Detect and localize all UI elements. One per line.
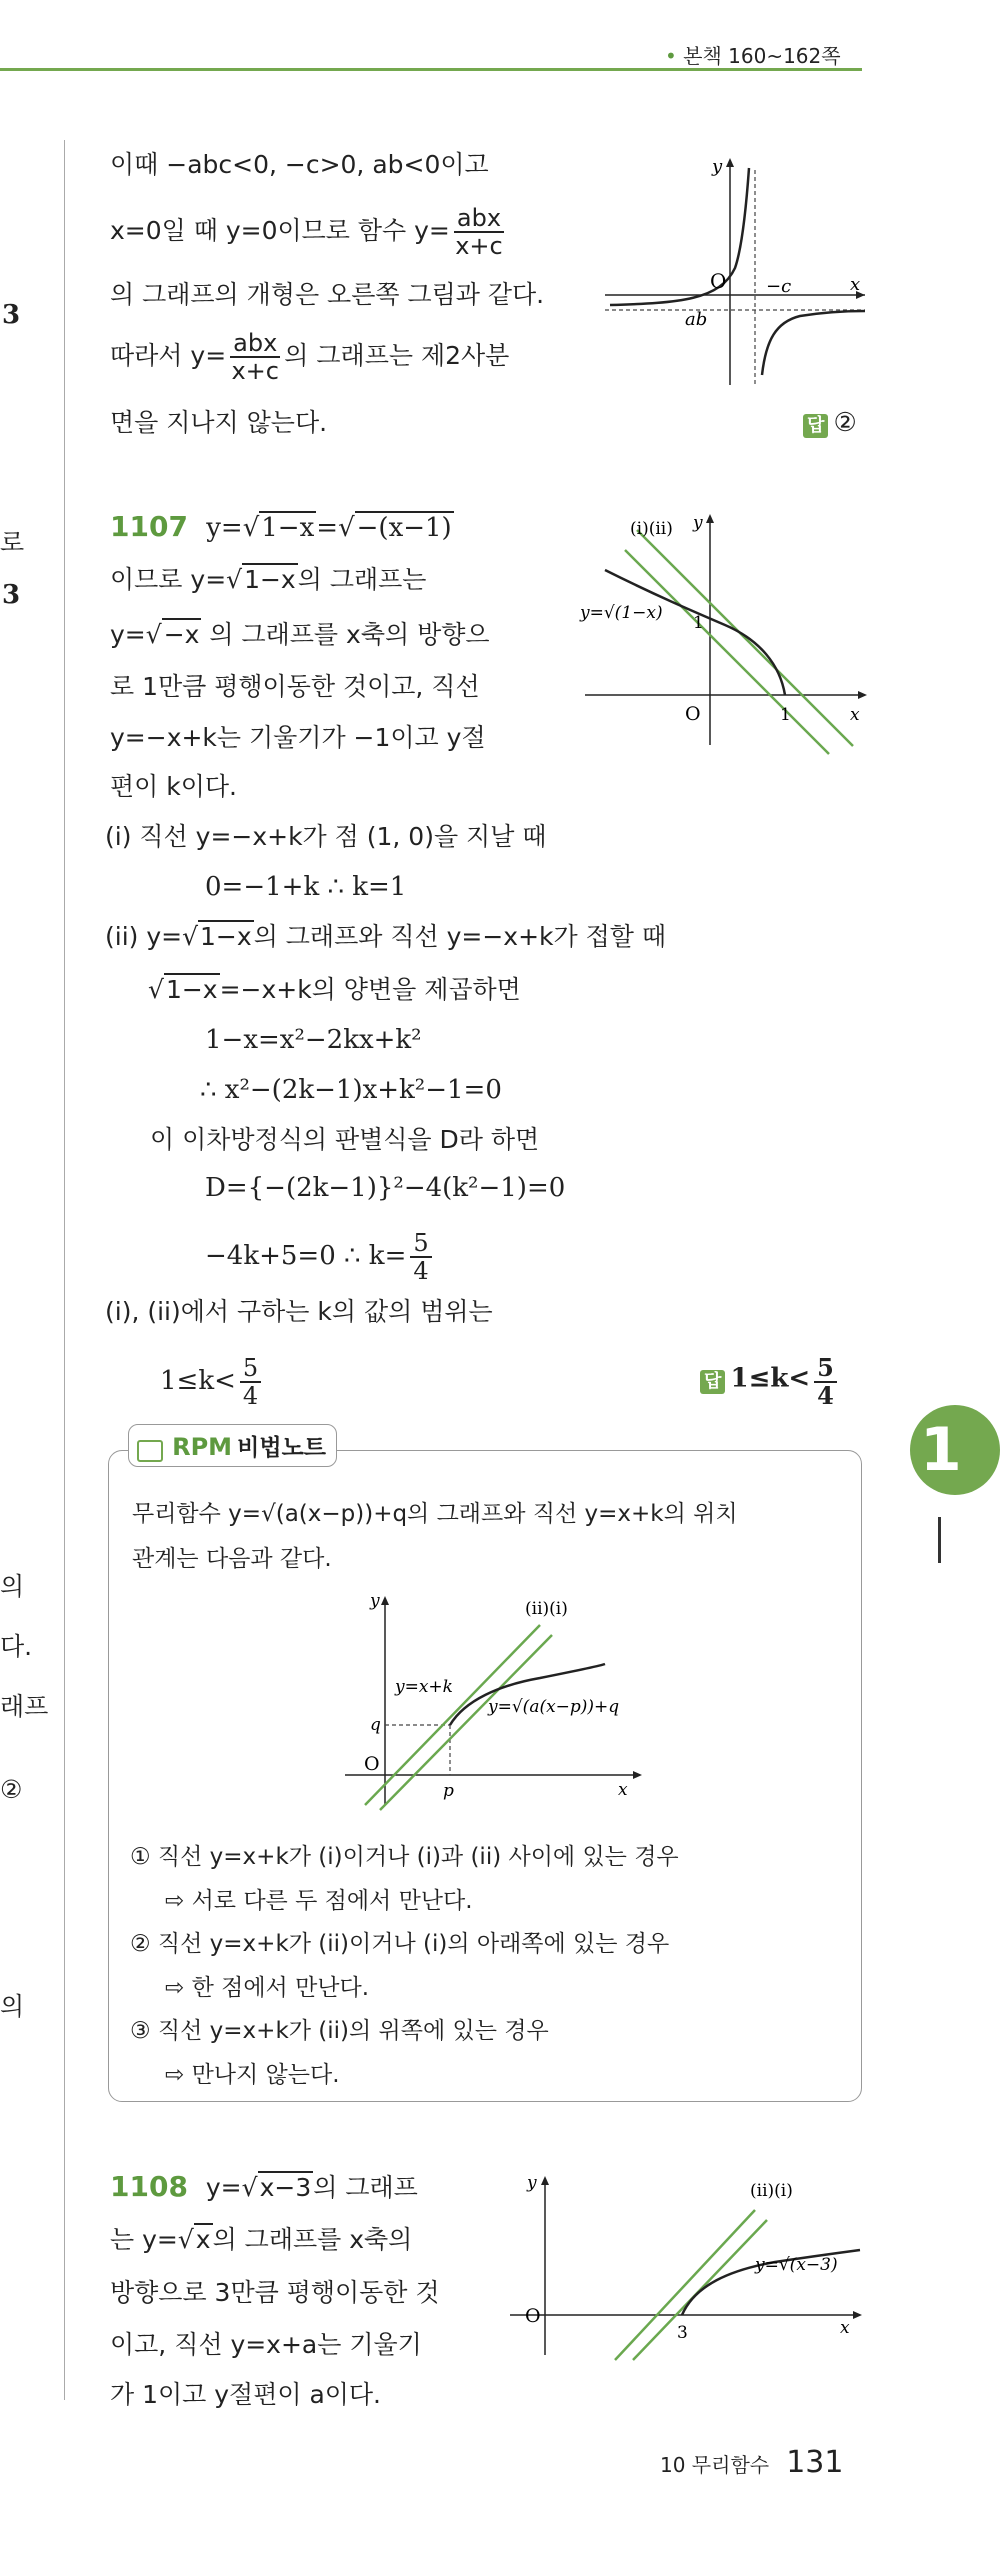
side-tab-mark [938, 1517, 941, 1563]
column-divider [64, 140, 65, 2400]
rpm-case-2-result: ⇨ 한 점에서 만난다. [165, 1975, 370, 2001]
line-label: y=x+k [395, 1677, 453, 1697]
fraction: $\frac{5}{4}$ [814, 1355, 837, 1409]
graph-1107 [575, 510, 875, 750]
axis-label-x: x [850, 274, 861, 295]
axis-label-x: x [850, 705, 860, 725]
curve-label: y=√(a(x−p))+q [488, 1697, 620, 1717]
left-fragment: 의 [0, 1992, 25, 2021]
range-heading: (i), (ii)에서 구하는 k의 값의 범위는 [105, 1297, 493, 1326]
case-ii-line-2: 1−x=x²−2kx+k² [205, 1025, 422, 1055]
cont-line-4: 따라서 y= $\frac{\text{abx}}{x+c}$ 의 그래프는 제2사분 [110, 329, 510, 385]
cont-line-1: 이때 −abc<0, −c>0, ab<0이고 [110, 150, 489, 179]
cont-line-5: 면을 지나지 않는다. [110, 408, 328, 437]
header-bullet: • [665, 44, 677, 68]
case-i-equation: 0=−1+k ∴ k=1 [205, 872, 407, 902]
problem-1108-line-4: 이고, 직선 y=x+a는 기울기 [110, 2330, 422, 2359]
case-ii-line-1: √1−x=−x+k의 양변을 제곱하면 [148, 975, 521, 1004]
problem-1107-line-5: y=−x+k는 기울기가 −1이고 y절 [110, 723, 486, 752]
header-ref [665, 40, 841, 69]
p-label: p [443, 1781, 454, 1801]
left-fragment: 로 [0, 528, 25, 557]
origin-label: O [364, 1753, 380, 1775]
axis-label-y: y [370, 1591, 380, 1611]
origin-label: O [525, 2305, 541, 2327]
label-ab: ab [685, 309, 708, 330]
fraction: $\frac{\text{abx}}{x+c}$ [231, 329, 279, 385]
fraction: $\frac{5}{4}$ [410, 1230, 431, 1284]
problem-1108-line-5: 가 1이고 y절편이 a이다. [110, 2380, 382, 2409]
problem-1108-line-1: 1108 y=√x−3의 그래프 [110, 2170, 418, 2203]
x-intercept-label: 3 [677, 2323, 688, 2343]
case-ii-heading: (ii) y=√1−x의 그래프와 직선 y=−x+k가 접할 때 [105, 922, 666, 951]
left-fragment: ② [0, 1775, 23, 1804]
axis-label-x: x [618, 1780, 628, 1800]
case-i-heading: (i) 직선 y=−x+k가 점 (1, 0)을 지날 때 [105, 822, 547, 851]
problem-1107-line-1: 1107 y=√1−x=√−(x−1) [110, 510, 452, 543]
curve-label: y=√(1−x) [580, 603, 663, 623]
side-tab-number: 1 [920, 1415, 962, 1485]
axis-label-y: y [693, 513, 703, 533]
case-ii-line-3: ∴ x²−(2k−1)x+k²−1=0 [200, 1075, 502, 1105]
rpm-case-1: ① 직선 y=x+k가 (i)이거나 (i)과 (ii) 사이에 있는 경우 [130, 1844, 679, 1870]
left-fragment: 다. [0, 1632, 33, 1661]
x-intercept-label: 1 [780, 705, 791, 725]
left-fragment: 의 [0, 1572, 25, 1601]
fraction: $\frac{\text{abx}}{x+c}$ [455, 204, 503, 260]
problem-1107-line-3: y=√−x 의 그래프를 x축의 방향으 [110, 620, 490, 649]
graph-1108 [505, 2170, 865, 2360]
case-ii-line-4: 이 이차방정식의 판별식을 D라 하면 [150, 1125, 540, 1154]
footer-chapter: 10 무리함수 [660, 2453, 770, 2477]
answer-tag: 답 [803, 414, 828, 438]
rpm-note-title: RPM 비법노트 [128, 1424, 337, 1467]
label-neg-c: −c [766, 276, 792, 297]
graph-hyperbola [600, 150, 870, 390]
origin-label: O [685, 703, 701, 725]
graph-rpm [340, 1590, 680, 1810]
rpm-case-1-result: ⇨ 서로 다른 두 점에서 만난다. [165, 1888, 473, 1914]
fraction: $\frac{5}{4}$ [240, 1355, 261, 1409]
case-ii-line-6: −4k+5=0 ∴ k= $\frac{5}{4}$ [205, 1230, 436, 1284]
left-fragment: 래프 [0, 1692, 49, 1721]
left-fragment: 3 [2, 300, 21, 330]
problem-1108-line-3: 방향으로 3만큼 평행이동한 것 [110, 2278, 440, 2307]
origin-label: O [710, 269, 727, 293]
problem-number: 1108 [110, 2170, 188, 2203]
answer-value: 1≤k< [730, 1363, 811, 1394]
range-result: 1≤k< $\frac{5}{4}$ [160, 1355, 265, 1409]
y-intercept-label: 1 [693, 613, 704, 633]
left-fragment: 3 [2, 580, 21, 610]
axis-label-y: y [712, 156, 723, 177]
curve-label: y=√(x−3) [755, 2255, 838, 2275]
answer [803, 408, 857, 438]
answer [700, 1355, 841, 1409]
graph-label-cases: (ii)(i) [525, 1599, 568, 1619]
rpm-intro-2: 관계는 다음과 같다. [132, 1546, 332, 1572]
answer-value: ② [833, 408, 857, 438]
footer [660, 2445, 843, 2480]
rpm-case-3-result: ⇨ 만나지 않는다. [165, 2062, 340, 2088]
rpm-case-3: ③ 직선 y=x+k가 (ii)의 위쪽에 있는 경우 [130, 2018, 549, 2044]
rpm-intro-1: 무리함수 y=√(a(x−p))+q의 그래프와 직선 y=x+k의 위치 [132, 1501, 738, 1527]
axis-label-y: y [527, 2173, 537, 2193]
answer-tag: 답 [700, 1370, 725, 1394]
problem-1107-line-2: 이므로 y=√1−x의 그래프는 [110, 565, 427, 594]
problem-1107-line-6: 편이 k이다. [110, 772, 237, 801]
header-ref-text: 본책 160~162쪽 [683, 44, 841, 68]
problem-1108-line-2: 는 y=√x의 그래프를 x축의 [110, 2225, 413, 2254]
rpm-case-2: ② 직선 y=x+k가 (ii)이거나 (i)의 아래쪽에 있는 경우 [130, 1931, 670, 1957]
cont-line-3: 의 그래프의 개형은 오른쪽 그림과 같다. [110, 280, 545, 309]
q-label: q [370, 1715, 381, 1735]
case-ii-line-5: D={−(2k−1)}²−4(k²−1)=0 [205, 1173, 566, 1203]
graph-label-cases: (ii)(i) [750, 2181, 793, 2201]
problem-number: 1107 [110, 510, 188, 543]
cont-line-2: x=0일 때 y=0이므로 함수 y= $\frac{\text{abx}}{x+c}$ [110, 204, 503, 260]
graph-label-cases: (i)(ii) [630, 519, 673, 539]
page-number: 131 [786, 2445, 844, 2480]
axis-label-x: x [840, 2318, 850, 2338]
problem-1107-line-4: 로 1만큼 평행이동한 것이고, 직선 [110, 672, 480, 701]
note-icon [137, 1440, 163, 1462]
